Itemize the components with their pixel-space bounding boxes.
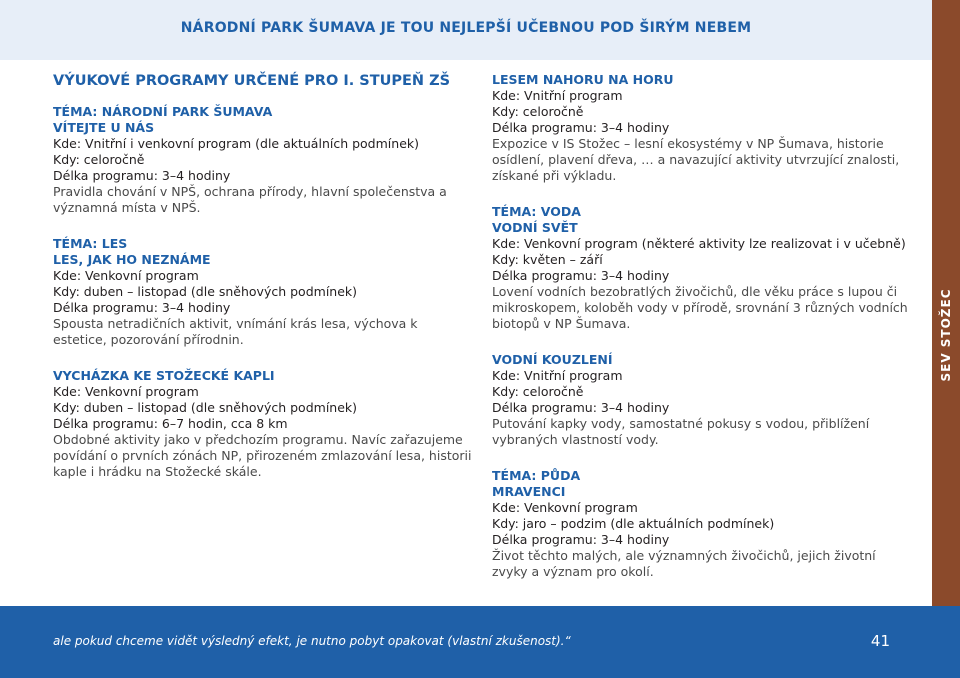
program-block [492, 352, 912, 448]
program-season: Kdy: duben – listopad (dle sněhových podmínek) [53, 400, 358, 415]
program-description: Pravidla chování v NPŠ, ochrana přírody, hlavní společenstva a významná místa v NPŠ. [53, 184, 447, 215]
header-title: NÁRODNÍ PARK ŠUMAVA JE TOU NEJLEPŠÍ UČEBNOU POD ŠIRÝM NEBEM [180, 20, 752, 36]
program-title: VODNÍ KOUZLENÍ [492, 352, 613, 367]
program-title: VYCHÁZKA KE STOŽECKÉ KAPLI [53, 368, 275, 383]
section-heading: VÝUKOVÉ PROGRAMY URČENÉ PRO I. STUPEŇ ZŠ [53, 73, 451, 89]
program-title: LES, JAK HO NEZNÁME [53, 252, 211, 267]
program-duration: Délka programu: 3–4 hodiny [492, 400, 670, 415]
page-header [0, 0, 932, 60]
program-block [53, 368, 473, 480]
program-block [492, 72, 912, 184]
program-location: Kde: Venkovní program (některé aktivity lze realizovat i v učebně) [492, 236, 906, 251]
side-label [932, 290, 960, 380]
program-season: Kdy: celoročně [492, 104, 584, 119]
program-duration: Délka programu: 3–4 hodiny [53, 168, 231, 183]
program-description: Putování kapky vody, samostatné pokusy s vodou, přiblížení vybraných vlastností vody. [492, 416, 870, 447]
program-location: Kde: Venkovní program [53, 384, 199, 399]
program-duration: Délka programu: 3–4 hodiny [53, 300, 231, 315]
left-column [53, 72, 473, 498]
program-location: Kde: Venkovní program [492, 500, 638, 515]
program-description: Expozice v IS Stožec – lesní ekosystémy v NP Šumava, historie osídlení, plavení dřeva, … a navazující aktivity utvrzující znalosti, získané při výkladu. [492, 136, 900, 183]
program-season: Kdy: celoročně [53, 152, 145, 167]
program-theme: TÉMA: VODA [492, 204, 581, 219]
program-season: Kdy: květen – září [492, 252, 603, 267]
program-duration: Délka programu: 3–4 hodiny [492, 268, 670, 283]
program-theme: TÉMA: LES [53, 236, 128, 251]
program-theme: TÉMA: NÁRODNÍ PARK ŠUMAVA [53, 104, 273, 119]
program-duration: Délka programu: 3–4 hodiny [492, 532, 670, 547]
program-location: Kde: Venkovní program [53, 268, 199, 283]
program-season: Kdy: celoročně [492, 384, 584, 399]
program-title: VÍTEJTE U NÁS [53, 120, 155, 135]
right-column [492, 72, 912, 598]
program-description: Obdobné aktivity jako v předchozím programu. Navíc zařazujeme povídání o prvních zónách NP, přirozeném zmlazování lesa, historii kaple i hrádku na Stožecké skále. [53, 432, 472, 479]
program-season: Kdy: duben – listopad (dle sněhových podmínek) [53, 284, 358, 299]
program-description: Spousta netradičních aktivit, vnímání krás lesa, výchova k estetice, pozorování přírodnin. [53, 316, 418, 347]
program-location: Kde: Vnitřní i venkovní program (dle aktuálních podmínek) [53, 136, 419, 151]
program-theme: TÉMA: PŮDA [492, 468, 581, 483]
program-season: Kdy: jaro – podzim (dle aktuálních podmínek) [492, 516, 775, 531]
program-title: LESEM NAHORU NA HORU [492, 72, 674, 87]
program-location: Kde: Vnitřní program [492, 368, 623, 383]
program-description: Lovení vodních bezobratlých živočichů, dle věku práce s lupou či mikroskopem, koloběh vody v přírodě, srovnání 3 různých vodních biotopů v NP Šumava. [492, 284, 908, 331]
program-location: Kde: Vnitřní program [492, 88, 623, 103]
page-number: 41 [870, 632, 890, 650]
page-footer [0, 606, 960, 678]
program-duration: Délka programu: 6–7 hodin, cca 8 km [53, 416, 288, 431]
program-block [53, 104, 473, 216]
program-duration: Délka programu: 3–4 hodiny [492, 120, 670, 135]
footer-quote: ale pokud chceme vidět výsledný efekt, je nutno pobyt opakovat (vlastní zkušenost).“ [53, 634, 571, 648]
program-title: VODNÍ SVĚT [492, 220, 578, 235]
program-description: Život těchto malých, ale významných živočichů, jejich životní zvyky a význam pro okolí. [492, 548, 876, 579]
side-label-text: SEV STOŽEC [939, 288, 953, 382]
program-block [492, 204, 912, 332]
program-title: MRAVENCI [492, 484, 566, 499]
program-block [53, 236, 473, 348]
program-block [492, 468, 912, 580]
